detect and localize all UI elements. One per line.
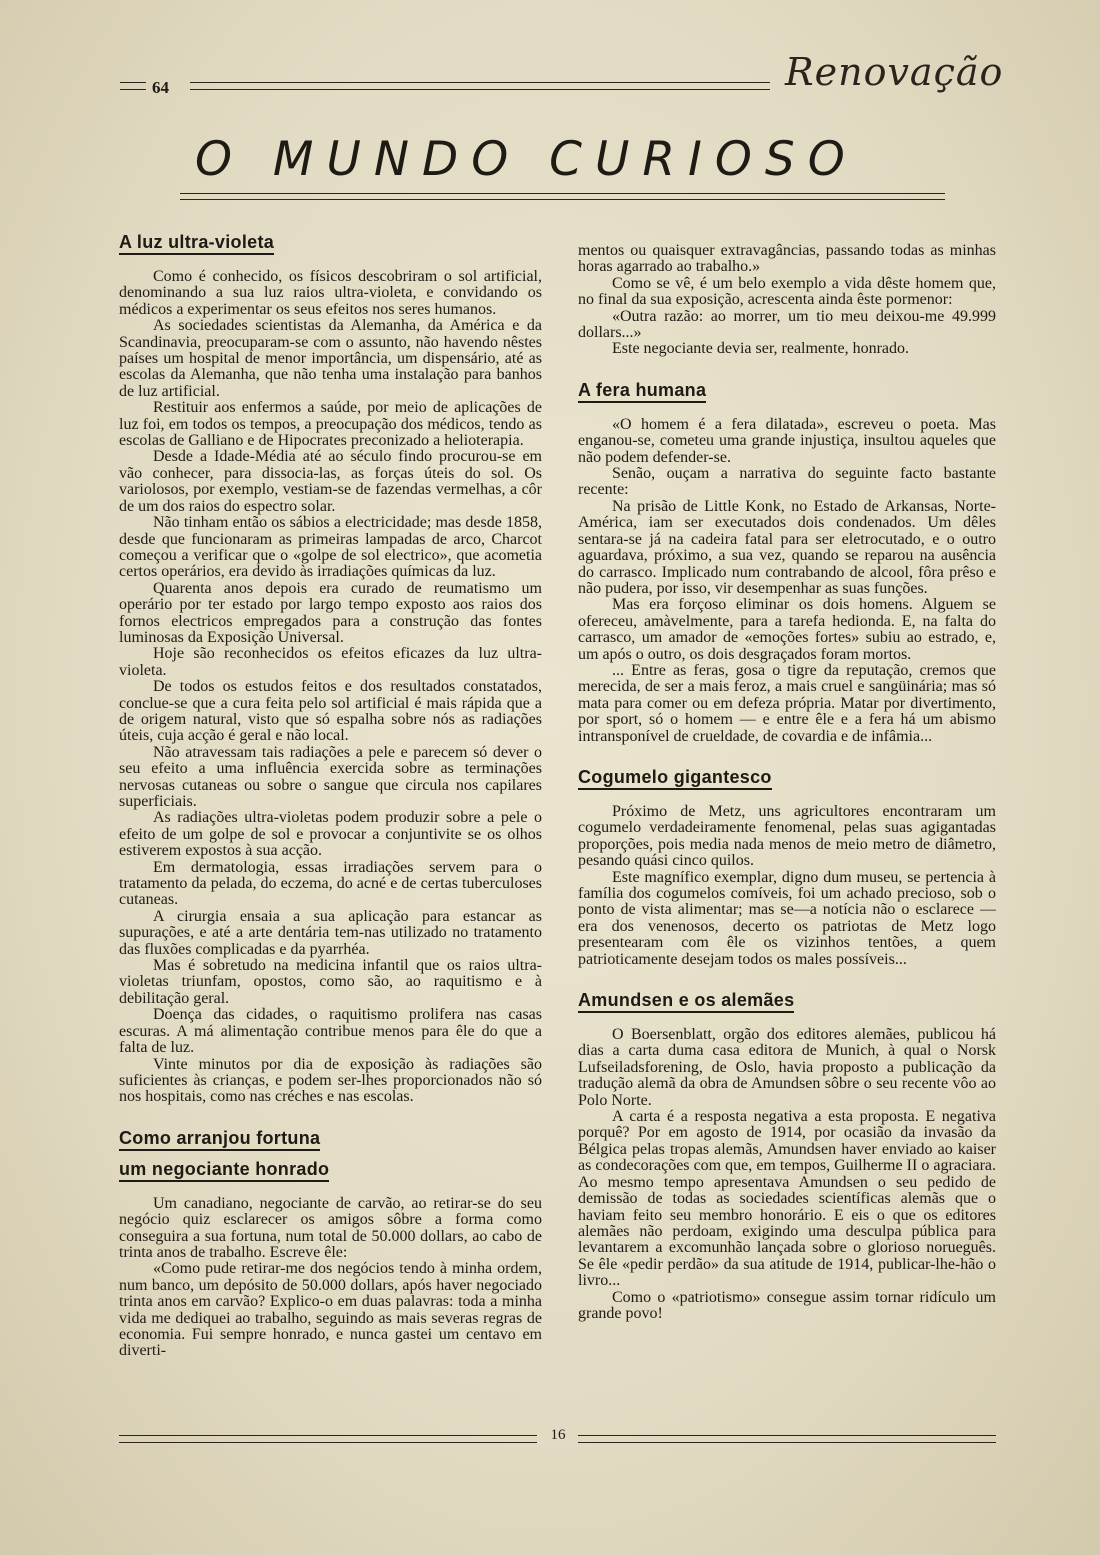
paragraph: Desde a Idade-Média até ao século findo procurou-se em vão conhecer, para dissocia-las, as forças úteis do sol. Os variolosos, por exemplo, vestiam-se de fazendas vermelhas, a côr de um dos raios do espectro solar.: [119, 448, 542, 515]
paragraph: Não atravessam tais radiações a pele e parecem só dever o seu efeito a uma influência exercida sobre as terminações nervosas cutaneas ou sobre o sangue que circula nos capilares superficiais.: [119, 743, 542, 810]
paragraph: Este negociante devia ser, realmente, honrado.: [612, 340, 910, 358]
paragraph: Quarenta anos depois era curado de reumatismo um operário por ter estado por largo tempo exposto aos raios dos fornos electricos empregados para a construção das fontes luminosas da Exposição Universal.: [119, 579, 542, 646]
magazine-logo: Renovação: [785, 50, 1004, 94]
paragraph: Um canadiano, negociante de carvão, ao retirar-se do seu negócio quiz esclarecer os amigos sôbre a forma como conseguira a sua fortuna, num total de 50.000 dollars, ao cabo de trinta anos de trabalho. Escreve êle:: [119, 1194, 542, 1261]
paragraph: ... Entre as feras, gosa o tigre da reputação, cremos que merecida, de ser a mais feroz, a mais cruel e sangüinária; mas só mata para comer ou em defeza própria. Matar por divertimento, por sport, só o homem — e entre êle e a fera há um abismo intransponível de crueldade, de covardia e de infâmia...: [578, 661, 996, 745]
page-number: 64: [152, 78, 169, 97]
header-rule: [190, 82, 770, 90]
page-title: O MUNDO CURIOSO: [195, 132, 858, 187]
paragraph: Este magnífico exemplar, digno dum museu, se pertencia à família dos cogumelos comíveis, foi um achado precioso, sob o ponto de vista alimentar; mas se—a notícia não o esclarece — era dos venenosos, decerto os patriotas de Metz logo presentearam com êle os vizinhos tentões, a quem patrioticamente desejam todos os males possíveis...: [578, 868, 996, 968]
paragraph: Mas era forçoso eliminar os dois homens. Alguem se ofereceu, amàvelmente, para a tarefa hedionda. E, na falta do carrasco, um amador de «emoções fortes» subiu ao estrado, e, um após o outro, os dois desgraçados foram mortos.: [578, 596, 996, 663]
section-heading-luz: A luz ultra-violeta: [119, 232, 274, 255]
section-heading-fera: A fera humana: [578, 380, 706, 403]
paragraph: Na prisão de Little Konk, no Estado de Arkansas, Norte-América, iam ser executados dois condenados. Um dêles sentara-se já na cadeira fatal para ser eletrocutado, e o outro aguardava, próximo, a sua vez, quando se reparou na ausência do carrasco. Implicado num contrabando de alcool, fôra prêso e não pudera, por isso, vir desempenhar as suas funções.: [578, 497, 996, 597]
section-heading-amundsen: Amundsen e os alemães: [578, 990, 794, 1013]
paragraph: Não tinham então os sábios a electricidade; mas desde 1858, desde que funcionaram as primeiras lampadas de arco, Charcot começou a verificar que o «golpe de sol electrico», que acometia certos operários, era devido às irradiações químicas da luz.: [119, 514, 542, 581]
paragraph: Vinte minutos por dia de exposição às radiações são suficientes às crianças, e podem ser-lhes proporcionados não só nos hospitais, como nas créches e nas escolas.: [119, 1055, 542, 1106]
paragraph: Como é conhecido, os físicos descobriram o sol artificial, denominando a sua luz raios ultra-violeta, e convidando os médicos a experimentar os seus efeitos nos seres humanos.: [119, 268, 542, 318]
right-column: [578, 243, 996, 1322]
title-rule: [180, 193, 945, 200]
footer-rule-left: [119, 1435, 537, 1443]
section-heading-fortuna-2: um negociante honrado: [119, 1159, 329, 1182]
paragraph: Como o «patriotismo» consegue assim tornar ridículo um grande povo!: [578, 1288, 996, 1322]
paragraph: A cirurgia ensaia a sua aplicação para estancar as supurações, e até a arte dentária tem-nas utilizado no tratamento das fluxões complicadas e da pyarrhéa.: [119, 907, 542, 958]
paragraph: Mas é sobretudo na medicina infantil que os raios ultra-violetas triunfam, opostos, como são, ao raquitismo e à debilitação geral.: [119, 957, 542, 1007]
paragraph: As radiações ultra-violetas podem produzir sobre a pele o efeito de um golpe de sol e provocar a conjuntivite se os olhos estiverem expostos à sua acção.: [119, 809, 542, 860]
paragraph: «Outra razão: ao morrer, um tio meu deixou-me 49.999 dollars...»: [578, 307, 996, 342]
paragraph: As sociedades scientistas da Alemanha, da América e da Scandinavia, preocuparam-se com o assunto, não havendo nêstes países um hospital de menor importância, um dispensário, até as escolas da Alemanha, que não tenha uma instalação para banhos de luz artificial.: [119, 317, 542, 400]
paragraph: «Como pude retirar-me dos negócios tendo à minha ordem, num banco, um depósito de 50.000 dollars, após haver negociado trinta anos em carvão? Explico-o em duas palavras: toda a minha vida me dediquei ao trabalho, seguindo as mais severas regras de economia. Fui sempre honrado, e nunca gastei um centavo em diverti-: [119, 1260, 542, 1360]
paragraph: Senão, ouçam a narrativa do seguinte facto bastante recente:: [578, 465, 996, 499]
paragraph: Em dermatologia, essas irradiações servem para o tratamento da pelada, do eczema, do acné e de certas tuberculoses cutaneas.: [119, 858, 542, 909]
paragraph: Como se vê, é um belo exemplo a vida dêste homem que, no final da sua exposição, acrescenta ainda êste pormenor:: [578, 274, 996, 309]
paragraph: De todos os estudos feitos e dos resultados constatados, conclue-se que a cura feita pelo sol artificial é mais rápida que a de origem natural, visto que só espalha sobre nós as radiações úteis, cuja acção é geral e não local.: [119, 678, 542, 745]
section-heading-cogumelo: Cogumelo gigantesco: [578, 767, 772, 790]
paragraph: mentos ou quaisquer extravagâncias, passando todas as minhas horas agarrado ao trabalho.»: [578, 242, 996, 276]
paragraph: O Boersenblatt, orgão dos editores alemães, publicou há dias a carta duma casa editora de Munich, à qual o Norsk Lufseiladsforening, de Oslo, havia proposto a publicação da tradução alemã da obra de Amundsen sôbre o seu recente vôo ao Polo Norte.: [578, 1026, 996, 1109]
paragraph: A carta é a resposta negativa a esta proposta. E negativa porquê? Por em agosto de 1914, por ocasião da invasão da Bélgica pelas tropas alemãs, Amundsen haver enviado ao kaiser as condecorações com que, em tempos, Guilherme II o agraciara. Ao mesmo tempo apresentava Amundsen o seu pedido de demissão de todas as sociedades scientíficas alemãs que o haviam feito seu membro honorário. E eis o que os editores alemães não perdoam, exigindo uma desculpa pública para levantarem a excomunhão lançada sobre o glorioso norueguês. Se êle «pedir perdão» da sua atitude de 1914, publicar-lhe-hão o livro...: [578, 1108, 996, 1290]
paragraph: Doença das cidades, o raquitismo prolifera nas casas escuras. A má alimentação contribue menos para êle do que a falta de luz.: [119, 1006, 542, 1057]
paragraph: Próximo de Metz, uns agricultores encontraram um cogumelo verdadeiramente fenomenal, pelas suas agigantadas proporções, pois media nada menos de meio metro de diâmetro, pesando quási cinco quilos.: [578, 802, 996, 870]
paragraph: Hoje são reconhecidos os efeitos eficazes da luz ultra-violeta.: [119, 645, 542, 679]
left-column: [119, 232, 542, 1360]
paragraph: Restituir aos enfermos a saúde, por meio de aplicações de luz foi, em todos os tempos, a preocupação dos médicos, tendo as escolas de Galliano e de Hipocrates preconizado a helioterapia.: [119, 399, 542, 450]
footer-rule-right: [578, 1435, 996, 1443]
section-heading-fortuna-1: Como arranjou fortuna: [119, 1128, 320, 1151]
folio: 16: [550, 1427, 566, 1443]
paragraph: «O homem é a fera dilatada», escreveu o poeta. Mas enganou-se, cometeu uma grande injustiça, insultou aqueles que não podem defender-se.: [578, 415, 996, 466]
header-rule-left: [120, 82, 146, 90]
